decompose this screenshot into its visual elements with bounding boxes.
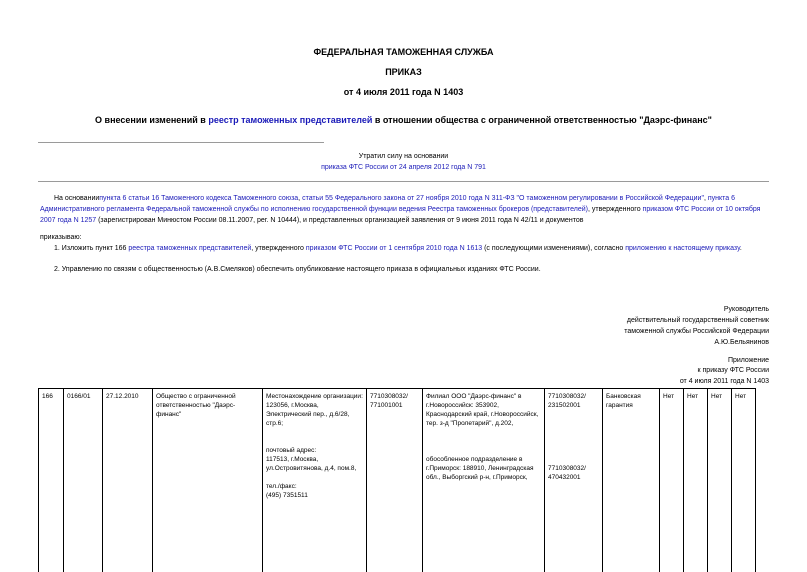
title-text-2: в отношении общества с ограниченной ответственностью "Даэрс-финанс" [372,115,712,125]
signature-role: Руководитель [509,306,769,313]
preamble-text: (зарегистрирован Минюстом России 08.11.2007, рег. N 10444), и представленных организацией заявления от 9 июня 2011 года N 42/11 и документов [96,217,583,224]
cell-guarantee: Банковская гарантия [603,389,660,572]
preamble-text: , утвержденного [588,206,643,213]
cell-no-2: Нет [684,389,708,572]
link-admin-regulation[interactable]: пункта 6 Административного регламента Федеральной таможенной службы по исполнению государственной функции ведения Реестра таможенных брокеров (представителей) [40,195,735,213]
preamble-paragraph [40,193,768,226]
agency-heading: ФЕДЕРАЛЬНАЯ ТАМОЖЕННАЯ СЛУЖБА [0,47,807,57]
order-item-1 [54,245,742,252]
item1-text: . [740,245,742,252]
branch-inn-kpp-1: 7710308032/ 231502001 [548,392,599,410]
cell-no-1: Нет [660,389,684,572]
doc-type-heading: ПРИКАЗ [0,67,807,77]
cell-reg-number: 0166/01 [64,389,103,572]
signature-rank: действительный государственный советник [509,317,769,324]
link-federal-law[interactable]: статьи 55 Федерального закона от 27 ноября 2010 года N 311-ФЗ "О таможенном регулировании в Российской Федерации" [302,195,704,202]
post-address: 117513, г.Москва, ул.Островитянова, д.4, пом.8, [266,455,363,473]
tel-value: (495) 7351511 [266,491,363,500]
cell-number: 166 [39,389,64,572]
appendix-to: к приказу ФТС России [509,367,769,374]
cell-org-name: Общество с ограниченной ответственностью "Даэрс-финанс" [153,389,263,572]
lost-force-link[interactable]: приказа ФТС России от 24 апреля 2012 года N 791 [321,164,486,171]
doc-date-number: от 4 июля 2011 года N 1403 [0,87,807,97]
cell-inn-kpp: 7710308032/ 771001001 [367,389,423,572]
cell-branches [423,389,545,572]
preamble-text: , [704,195,708,202]
appendix-label: Приложение [509,357,769,364]
appendix-date: от 4 июля 2011 года N 1403 [509,378,769,385]
link-customs-code[interactable]: пункта 6 статьи 16 Таможенного кодекса Таможенного союза [99,195,298,202]
lost-force-link-row [0,164,807,171]
branch-2: обособленное подразделение в г.Приморск: 188910, Ленинградская обл., Выборгский р-н, г.Приморск, [426,455,541,482]
tel-label: тел./факс: [266,482,363,491]
link-registry[interactable]: реестра таможенных представителей [128,245,251,252]
spacer [426,428,541,455]
registry-table [38,388,770,572]
cell-branch-inn-kpp [545,389,603,572]
title-link-registry[interactable]: реестр таможенных представителей [208,115,372,125]
cell-no-4: Нет [732,389,756,572]
loc-label: Местонахождение организации: [266,392,363,401]
post-label: почтовый адрес: [266,446,363,455]
signature-name: А.Ю.Бельянинов [509,339,769,346]
cell-addresses [263,389,367,572]
spacer [266,473,363,482]
item1-text: (с последующими изменениями), согласно [482,245,625,252]
link-order-1613[interactable]: приказом ФТС России от 1 сентября 2010 года N 1613 [306,245,482,252]
branch-inn-kpp-2: 7710308032/ 470432001 [548,464,599,482]
spacer [548,410,599,464]
loc-address: 123056, г.Москва, Электрический пер., д.6/28, стр.6; [266,401,363,428]
order-item-2: 2. Управлению по связям с общественностью (А.В.Смеляков) обеспечить опубликование настоящего приказа в официальных изданиях ФТС России. [54,266,541,273]
spacer [266,428,363,446]
divider-long [38,181,769,182]
order-word: приказываю: [40,234,82,241]
signature-service: таможенной службы Российской Федерации [509,328,769,335]
link-appendix[interactable]: приложению к настоящему приказу [625,245,740,252]
title-text-1: О внесении изменений в [95,115,208,125]
item1-text: 1. Изложить пункт 166 [54,245,128,252]
preamble-text: На основании [54,195,99,202]
preamble-text: , [298,195,302,202]
item1-text: , утвержденного [251,245,306,252]
cell-date: 27.12.2010 [103,389,153,572]
document-title [40,115,767,125]
table-row [39,389,770,572]
branch-1: Филиал ООО "Даэрс-финанс" в г.Новороссийск: 353902, Краснодарский край, г.Новороссийск, тер. з-д "Пролетарий", д.202, [426,392,541,428]
lost-force-note: Утратил силу на основании [0,153,807,160]
divider-short [38,142,324,143]
link-order-1257[interactable]: приказом ФТС России от 10 октября 2007 года N 1257 [40,206,760,224]
cell-no-3: Нет [708,389,732,572]
